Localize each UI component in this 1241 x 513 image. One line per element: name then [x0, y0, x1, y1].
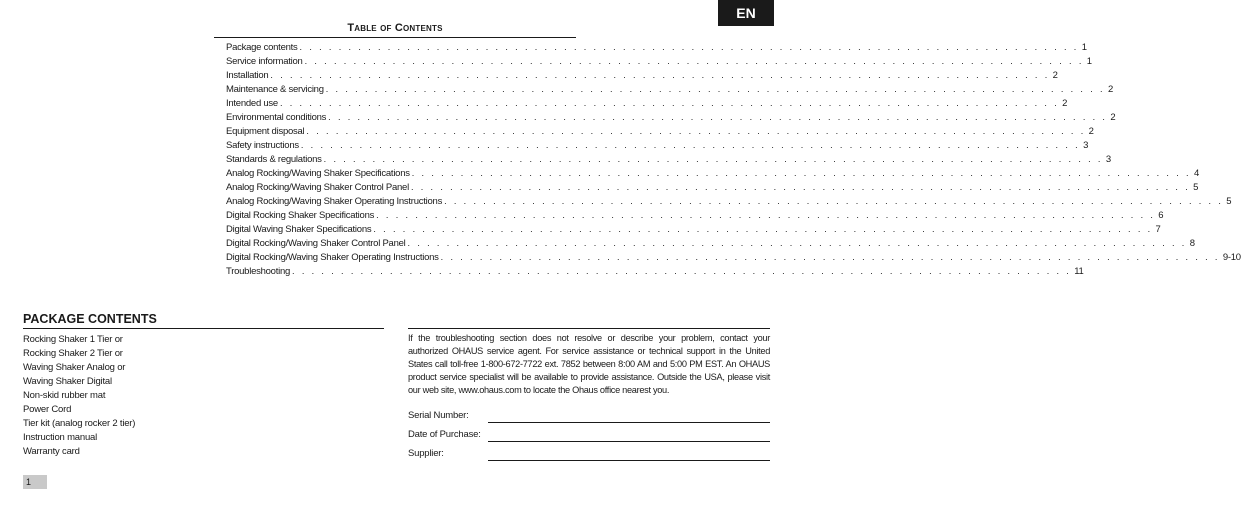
- toc-entry: [226, 222, 1161, 236]
- package-contents-title: PACKAGE CONTENTS: [23, 312, 157, 326]
- toc-entry: [226, 264, 1084, 278]
- toc-entry-page: 5: [1193, 182, 1199, 193]
- package-contents-rule: [23, 328, 384, 329]
- toc-entry-page: 2: [1062, 98, 1068, 109]
- toc-entry-page: 3: [1105, 154, 1111, 165]
- toc-leader-dots: . . . . . . . . . . . . . . . . . . . . . . . . . . . . . . . . . . . . . . . . . . . . . . . . . . . . . . . . . . . . . . . . . . . . . . . . . . . . . . . .: [407, 238, 1187, 248]
- toc-entry: [226, 180, 1199, 194]
- toc-entry-page: 7: [1155, 224, 1161, 235]
- toc-entry-page: 9-10: [1222, 252, 1241, 263]
- toc-entry-title: Troubleshooting: [226, 266, 291, 277]
- service-info-rule: [408, 328, 770, 329]
- package-item: Tier kit (analog rocker 2 tier): [23, 418, 136, 429]
- package-item: Rocking Shaker 1 Tier or: [23, 334, 123, 345]
- toc-leader-dots: . . . . . . . . . . . . . . . . . . . . . . . . . . . . . . . . . . . . . . . . . . . . . . . . . . . . . . . . . . . . . . . . . . . . . . . . . . . . . . . .: [440, 252, 1220, 262]
- page-number: 1: [23, 475, 47, 489]
- toc-entry-title: Installation: [226, 70, 269, 81]
- supplier-label: Supplier:: [408, 448, 444, 459]
- toc-entry-title: Safety instructions: [226, 140, 299, 151]
- toc-entry-title: Digital Rocking/Waving Shaker Control Panel: [226, 238, 406, 249]
- toc-entry: [226, 138, 1089, 152]
- toc-entry-title: Digital Waving Shaker Specifications: [226, 224, 372, 235]
- package-item: Instruction manual: [23, 432, 98, 443]
- toc-leader-dots: . . . . . . . . . . . . . . . . . . . . . . . . . . . . . . . . . . . . . . . . . . . . . . . . . . . . . . . . . . . . . . . . . . . . . . . . . . . . . . . .: [325, 84, 1105, 94]
- toc-entry: [226, 110, 1116, 124]
- supplier-field: [408, 445, 770, 461]
- toc-entry-page: 4: [1193, 168, 1199, 179]
- package-item: Warranty card: [23, 446, 80, 457]
- toc-entry: [226, 96, 1068, 110]
- package-item: Waving Shaker Digital: [23, 376, 112, 387]
- toc-entry: [226, 54, 1092, 68]
- toc-entry: [226, 236, 1195, 250]
- toc-entry-page: 8: [1189, 238, 1195, 249]
- package-item: Non-skid rubber mat: [23, 390, 106, 401]
- toc-entry-page: 2: [1052, 70, 1058, 81]
- toc-entry: [226, 250, 1241, 264]
- toc-entry-title: Analog Rocking/Waving Shaker Operating Instructions: [226, 196, 443, 207]
- toc-entry-title: Digital Rocking/Waving Shaker Operating Instructions: [226, 252, 439, 263]
- toc-entry-title: Equipment disposal: [226, 126, 305, 137]
- toc-leader-dots: . . . . . . . . . . . . . . . . . . . . . . . . . . . . . . . . . . . . . . . . . . . . . . . . . . . . . . . . . . . . . . . . . . . . . . . . . . . . . . . .: [300, 140, 1081, 150]
- toc-entry: [226, 82, 1113, 96]
- toc-entry-title: Package contents: [226, 42, 298, 53]
- toc-entry-page: 2: [1110, 112, 1116, 123]
- toc-entry-page: 1: [1081, 42, 1087, 53]
- toc-leader-dots: . . . . . . . . . . . . . . . . . . . . . . . . . . . . . . . . . . . . . . . . . . . . . . . . . . . . . . . . . . . . . . . . . . . . . . . . . . . . . . . .: [270, 70, 1050, 80]
- toc-leader-dots: . . . . . . . . . . . . . . . . . . . . . . . . . . . . . . . . . . . . . . . . . . . . . . . . . . . . . . . . . . . . . . . . . . . . . . . . . . . . . . . .: [376, 210, 1156, 220]
- package-item: Power Cord: [23, 404, 72, 415]
- supplier-line: [488, 460, 770, 461]
- date-of-purchase-field: [408, 426, 770, 442]
- toc-leader-dots: . . . . . . . . . . . . . . . . . . . . . . . . . . . . . . . . . . . . . . . . . . . . . . . . . . . . . . . . . . . . . . . . . . . . . . . . . . . . . . . .: [279, 98, 1060, 108]
- toc-leader-dots: . . . . . . . . . . . . . . . . . . . . . . . . . . . . . . . . . . . . . . . . . . . . . . . . . . . . . . . . . . . . . . . . . . . . . . . . . . . . . . . .: [410, 182, 1191, 192]
- toc-entry: [226, 152, 1111, 166]
- toc-entry-title: Standards & regulations: [226, 154, 322, 165]
- toc-title: Table of Contents: [347, 22, 443, 34]
- package-item: Rocking Shaker 2 Tier or: [23, 348, 123, 359]
- toc-entry-page: 3: [1083, 140, 1089, 151]
- toc-entry-title: Analog Rocking/Waving Shaker Specifications: [226, 168, 410, 179]
- serial-number-line: [488, 422, 770, 423]
- date-of-purchase-line: [488, 441, 770, 442]
- toc-entry-page: 1: [1086, 56, 1092, 67]
- serial-number-field: [408, 407, 770, 423]
- toc-leader-dots: . . . . . . . . . . . . . . . . . . . . . . . . . . . . . . . . . . . . . . . . . . . . . . . . . . . . . . . . . . . . . . . . . . . . . . . . . . . . . . . .: [292, 266, 1072, 276]
- toc-entry: [226, 208, 1164, 222]
- toc-entry-title: Service information: [226, 56, 303, 67]
- toc-title-rule: [214, 37, 576, 38]
- toc-leader-dots: . . . . . . . . . . . . . . . . . . . . . . . . . . . . . . . . . . . . . . . . . . . . . . . . . . . . . . . . . . . . . . . . . . . . . . . . . . . . . . . .: [328, 112, 1108, 122]
- toc-entry-title: Analog Rocking/Waving Shaker Control Panel: [226, 182, 409, 193]
- toc-entry-page: 5: [1226, 196, 1232, 207]
- toc-entry: [226, 68, 1058, 82]
- toc-leader-dots: . . . . . . . . . . . . . . . . . . . . . . . . . . . . . . . . . . . . . . . . . . . . . . . . . . . . . . . . . . . . . . . . . . . . . . . . . . . . . . . .: [299, 42, 1079, 52]
- service-info-text: If the troubleshooting section does not resolve or describe your problem, contact your authorized OHAUS service agent. For service assistance or technical support in the United States call toll-free 1-800-672-7722 ext. 7852 between 8:00 AM and 5:00 PM EST. An OHAUS product service specialist will be available to provide assistance. Outside the USA, please visit our web site, www.ohaus.com to locate the Ohaus office nearest you.: [408, 333, 770, 395]
- toc-entry-page: 11: [1074, 266, 1084, 277]
- package-item: Waving Shaker Analog or: [23, 362, 126, 373]
- toc-entry-page: 2: [1107, 84, 1113, 95]
- language-badge: EN: [718, 0, 774, 26]
- toc-entry-title: Maintenance & servicing: [226, 84, 324, 95]
- date-of-purchase-label: Date of Purchase:: [408, 429, 481, 440]
- toc-entry-title: Environmental conditions: [226, 112, 327, 123]
- toc-entry-page: 6: [1158, 210, 1164, 221]
- toc-entry-title: Intended use: [226, 98, 278, 109]
- toc-entry: [226, 40, 1087, 54]
- toc-leader-dots: . . . . . . . . . . . . . . . . . . . . . . . . . . . . . . . . . . . . . . . . . . . . . . . . . . . . . . . . . . . . . . . . . . . . . . . . . . . . . . . .: [444, 196, 1224, 206]
- serial-number-label: Serial Number:: [408, 410, 469, 421]
- toc-entry: [226, 194, 1232, 208]
- toc-leader-dots: . . . . . . . . . . . . . . . . . . . . . . . . . . . . . . . . . . . . . . . . . . . . . . . . . . . . . . . . . . . . . . . . . . . . . . . . . . . . . . . .: [411, 168, 1191, 178]
- toc-entry-page: 2: [1088, 126, 1094, 137]
- table-of-contents: [226, 40, 1241, 278]
- toc-entry-title: Digital Rocking Shaker Specifications: [226, 210, 375, 221]
- toc-leader-dots: . . . . . . . . . . . . . . . . . . . . . . . . . . . . . . . . . . . . . . . . . . . . . . . . . . . . . . . . . . . . . . . . . . . . . . . . . . . . . . . .: [304, 56, 1084, 66]
- toc-entry: [226, 166, 1199, 180]
- toc-leader-dots: . . . . . . . . . . . . . . . . . . . . . . . . . . . . . . . . . . . . . . . . . . . . . . . . . . . . . . . . . . . . . . . . . . . . . . . . . . . . . . . .: [323, 154, 1103, 164]
- toc-leader-dots: . . . . . . . . . . . . . . . . . . . . . . . . . . . . . . . . . . . . . . . . . . . . . . . . . . . . . . . . . . . . . . . . . . . . . . . . . . . . . . . .: [306, 126, 1086, 136]
- package-contents-list: [23, 333, 135, 459]
- toc-entry: [226, 124, 1094, 138]
- toc-leader-dots: . . . . . . . . . . . . . . . . . . . . . . . . . . . . . . . . . . . . . . . . . . . . . . . . . . . . . . . . . . . . . . . . . . . . . . . . . . . . . . . .: [373, 224, 1153, 234]
